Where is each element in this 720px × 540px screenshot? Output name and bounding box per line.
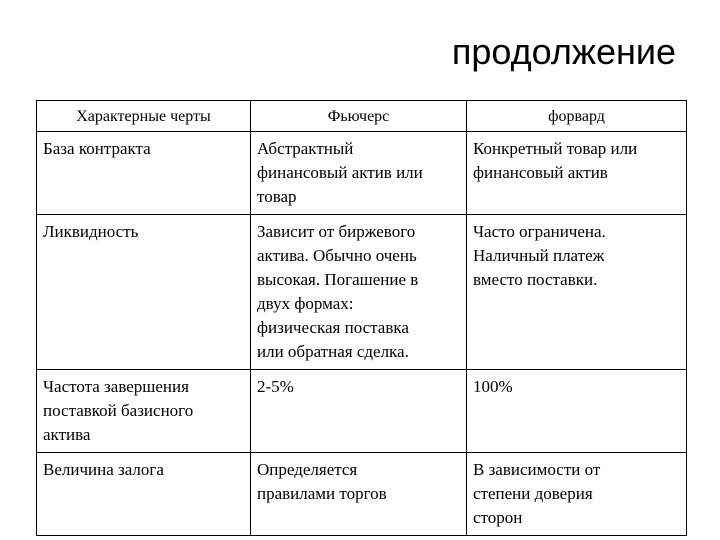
slide-title: продолжение bbox=[451, 31, 676, 72]
header-forward: форвард bbox=[467, 101, 687, 132]
cell-line: Величина залога bbox=[43, 460, 164, 479]
cell-line: Зависит от биржевого bbox=[257, 222, 416, 241]
cell-feature bbox=[37, 370, 251, 453]
cell-line: актива bbox=[43, 425, 91, 444]
cell-feature bbox=[37, 132, 251, 215]
cell-forward bbox=[467, 370, 687, 453]
cell-line: Наличный платеж bbox=[473, 246, 605, 265]
cell-line: Абстрактный bbox=[257, 139, 354, 158]
cell-line: актива. Обычно очень bbox=[257, 246, 417, 265]
table-row bbox=[37, 132, 687, 215]
cell-line: физическая поставка bbox=[257, 318, 409, 337]
cell-line: Часто ограничена. bbox=[473, 222, 606, 241]
table-header-row bbox=[37, 101, 687, 132]
cell-forward bbox=[467, 132, 687, 215]
cell-line: В зависимости от bbox=[473, 460, 601, 479]
cell-line: Ликвидность bbox=[43, 222, 139, 241]
cell-line: степени доверия bbox=[473, 484, 593, 503]
cell-line: Частота завершения bbox=[43, 377, 189, 396]
table-row bbox=[37, 215, 687, 370]
header-futures: Фьючерс bbox=[251, 101, 467, 132]
cell-futures bbox=[251, 453, 467, 536]
cell-feature bbox=[37, 453, 251, 536]
cell-line: двух формах: bbox=[257, 294, 354, 313]
cell-line: финансовый актив или bbox=[257, 163, 423, 182]
cell-line: сторон bbox=[473, 508, 523, 527]
cell-line: или обратная сделка. bbox=[257, 342, 409, 361]
table-row bbox=[37, 370, 687, 453]
cell-futures bbox=[251, 370, 467, 453]
cell-line: 2-5% bbox=[257, 377, 294, 396]
cell-feature bbox=[37, 215, 251, 370]
cell-line: правилами торгов bbox=[257, 484, 387, 503]
cell-futures bbox=[251, 215, 467, 370]
cell-line: Конкретный товар или bbox=[473, 139, 638, 158]
cell-line: поставкой базисного bbox=[43, 401, 194, 420]
cell-line: товар bbox=[257, 187, 297, 206]
cell-line: вместо поставки. bbox=[473, 270, 598, 289]
cell-forward bbox=[467, 215, 687, 370]
cell-forward bbox=[467, 453, 687, 536]
cell-line: Определяется bbox=[257, 460, 358, 479]
header-features: Характерные черты bbox=[37, 101, 251, 132]
cell-line: высокая. Погашение в bbox=[257, 270, 419, 289]
cell-line: финансовый актив bbox=[473, 163, 608, 182]
comparison-table bbox=[36, 100, 687, 536]
table-row bbox=[37, 453, 687, 536]
cell-futures bbox=[251, 132, 467, 215]
cell-line: База контракта bbox=[43, 139, 151, 158]
cell-line: 100% bbox=[473, 377, 513, 396]
